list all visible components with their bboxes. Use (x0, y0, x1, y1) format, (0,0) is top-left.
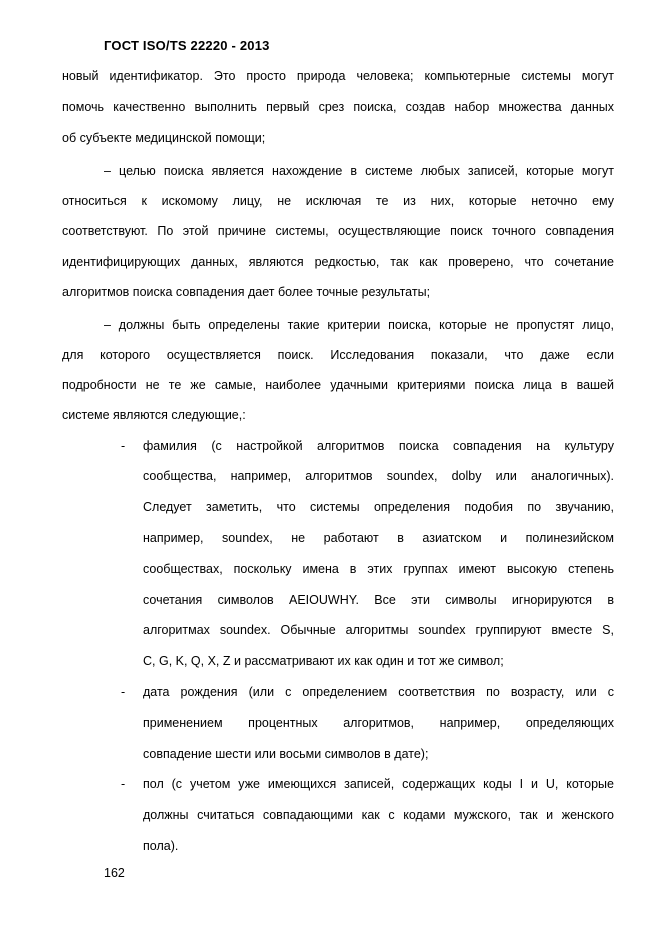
list-item-line: пола). (143, 839, 179, 853)
paragraph-line: системе являются следующие,: (62, 408, 246, 422)
paragraph-line: – должны быть определены такие критерии поиска, которые не пропустят лицо, (104, 318, 614, 332)
list-item-line: например, soundex, не работают в азиатском и полинезийском (143, 531, 614, 545)
list-item-line: дата рождения (или с определением соответствия по возрасту, или с (143, 685, 614, 699)
list-item-line: применением процентных алгоритмов, например, определяющих (143, 716, 614, 730)
paragraph-line: помочь качественно выполнить первый срез поиска, создав набор множества данных (62, 100, 614, 114)
paragraph-line: идентифицирующих данных, являются редкостью, так как проверено, что сочетание (62, 255, 614, 269)
paragraph-line: соответствуют. По этой причине системы, осуществляющие поиск точного совпадения (62, 224, 614, 238)
list-item-line: сообществах, поскольку имена в этих группах имеют высокую степень (143, 562, 614, 576)
list-item-line: Следует заметить, что системы определения подобия по звучанию, (143, 500, 614, 514)
paragraph-line: для которого осуществляется поиск. Исследования показали, что даже если (62, 348, 614, 362)
list-bullet: - (121, 777, 126, 791)
list-bullet: - (121, 685, 126, 699)
paragraph-line: – целью поиска является нахождение в системе любых записей, которые могут (104, 164, 614, 178)
list-item-line: сочетания символов AEIOUWHY. Все эти символы игнорируются в (143, 593, 614, 607)
paragraph-line: алгоритмов поиска совпадения дает более точные результаты; (62, 285, 431, 299)
list-item-line: совпадение шести или восьми символов в дате); (143, 747, 429, 761)
paragraph-line: относиться к искомому лицу, не исключая те из них, которые неточно ему (62, 194, 614, 208)
list-bullet: - (121, 439, 126, 453)
paragraph-line: новый идентификатор. Это просто природа человека; компьютерные системы могут (62, 69, 614, 83)
list-item-line: пол (с учетом уже имеющихся записей, содержащих коды I и U, которые (143, 777, 614, 791)
document-header: ГОСТ ISO/TS 22220 - 2013 (104, 38, 270, 53)
page-number: 162 (104, 866, 125, 880)
list-item-line: C, G, K, Q, X, Z и рассматривают их как один и тот же символ; (143, 654, 504, 668)
list-item-line: алгоритмах soundex. Обычные алгоритмы soundex группируют вместе S, (143, 623, 614, 637)
list-item-line: сообщества, например, алгоритмов soundex, dolby или аналогичных). (143, 469, 614, 483)
list-item-line: фамилия (с настройкой алгоритмов поиска совпадения на культуру (143, 439, 614, 453)
list-item-line: должны считаться совпадающими как с кодами мужского, так и женского (143, 808, 614, 822)
paragraph-line: об субъекте медицинской помощи; (62, 131, 266, 145)
paragraph-line: подробности не те же самые, наиболее удачными критериями поиска лица в вашей (62, 378, 614, 392)
